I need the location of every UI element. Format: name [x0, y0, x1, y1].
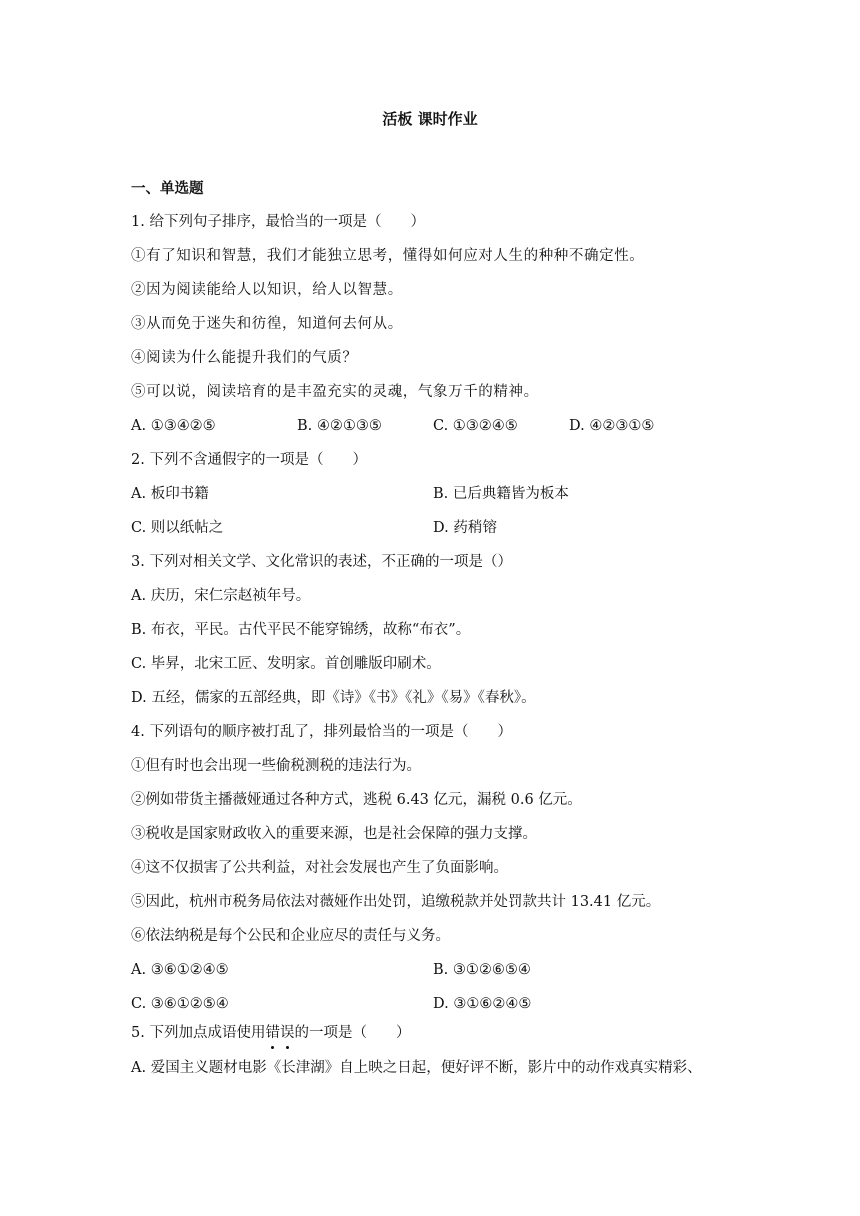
question-1-item-5: ⑤可以说，阅读培育的是丰盈充实的灵魂，气象万千的精神。 — [131, 384, 539, 400]
question-4-option-c[interactable]: C. ③⑥①②⑤④ — [131, 996, 229, 1012]
question-1-stem: 1. 给下列句子排序，最恰当的一项是（ ） — [131, 214, 425, 230]
emphasis-dot-char-1: 错 — [265, 1025, 280, 1041]
question-2-option-a[interactable]: A. 板印书籍 — [131, 486, 209, 502]
question-1-option-a[interactable]: A. ①③④②⑤ — [131, 418, 216, 434]
question-4-item-2: ②例如带货主播薇娅通过各种方式，逃税 6.43 亿元，漏税 0.6 亿元。 — [131, 792, 582, 808]
question-4-item-1: ①但有时也会出现一些偷税测税的违法行为。 — [131, 758, 421, 774]
question-4-item-4: ④这不仅损害了公共利益，对社会发展也产生了负面影响。 — [131, 860, 508, 876]
section-heading: 一、单选题 — [131, 181, 204, 197]
question-4-item-3: ③税收是国家财政收入的重要来源，也是社会保障的强力支撑。 — [131, 826, 537, 842]
question-1-item-4: ④阅读为什么能提升我们的气质？ — [131, 350, 358, 366]
document-title: 活板 课时作业 — [382, 110, 478, 128]
question-3-option-c[interactable]: C. 毕昇，北宋工匠、发明家。首创雕版印刷术。 — [131, 656, 441, 672]
question-3-option-a[interactable]: A. 庆历，宋仁宗赵祯年号。 — [131, 588, 311, 604]
question-1-option-b[interactable]: B. ④②①③⑤ — [297, 418, 382, 434]
question-2-option-c[interactable]: C. 则以纸帖之 — [131, 520, 224, 536]
question-5-stem-end: 的一项是（ ） — [294, 1025, 411, 1041]
question-1-option-d[interactable]: D. ④②③①⑤ — [569, 418, 655, 434]
question-2-option-b[interactable]: B. 已后典籍皆为板本 — [433, 486, 569, 502]
question-1-item-2: ②因为阅读能给人以知识，给人以智慧。 — [131, 282, 403, 298]
question-2-option-d[interactable]: D. 药稍镕 — [433, 520, 497, 536]
question-1-option-c[interactable]: C. ①③②④⑤ — [433, 418, 518, 434]
question-5-option-a[interactable]: A. 爱国主义题材电影《长津湖》自上映之日起，便好评不断，影片中的动作戏真实精彩、 — [131, 1060, 702, 1076]
question-5-stem — [131, 1023, 410, 1043]
emphasis-dot-char-2: 误 — [279, 1025, 295, 1041]
question-4-option-d[interactable]: D. ③①⑥②④⑤ — [433, 996, 532, 1012]
question-4-item-5: ⑤因此，杭州市税务局依法对薇娅作出处罚，追缴税款并处罚款共计 13.41 亿元。 — [131, 894, 661, 910]
question-3-stem: 3. 下列对相关文学、文化常识的表述，不正确的一项是（） — [131, 554, 512, 570]
question-4-option-a[interactable]: A. ③⑥①②④⑤ — [131, 962, 229, 978]
question-4-item-6: ⑥依法纳税是每个公民和企业应尽的责任与义务。 — [131, 928, 450, 944]
question-2-stem: 2. 下列不含通假字的一项是（ ） — [131, 452, 367, 468]
question-1-item-3: ③从而免于迷失和彷徨，知道何去何从。 — [131, 316, 403, 332]
question-5-stem-start: 5. 下列加点成语使用 — [131, 1025, 266, 1041]
question-3-option-d[interactable]: D. 五经，儒家的五部经典，即《诗》《书》《礼》《易》《春秋》。 — [131, 690, 536, 706]
question-1-item-1: ①有了知识和智慧，我们才能独立思考，懂得如何应对人生的种种不确定性。 — [131, 248, 645, 264]
question-4-stem: 4. 下列语句的顺序被打乱了，排列最恰当的一项是（ ） — [131, 724, 512, 740]
question-4-option-b[interactable]: B. ③①②⑥⑤④ — [433, 962, 531, 978]
question-3-option-b[interactable]: B. 布衣，平民。古代平民不能穿锦绣，故称“布衣”。 — [131, 622, 471, 638]
